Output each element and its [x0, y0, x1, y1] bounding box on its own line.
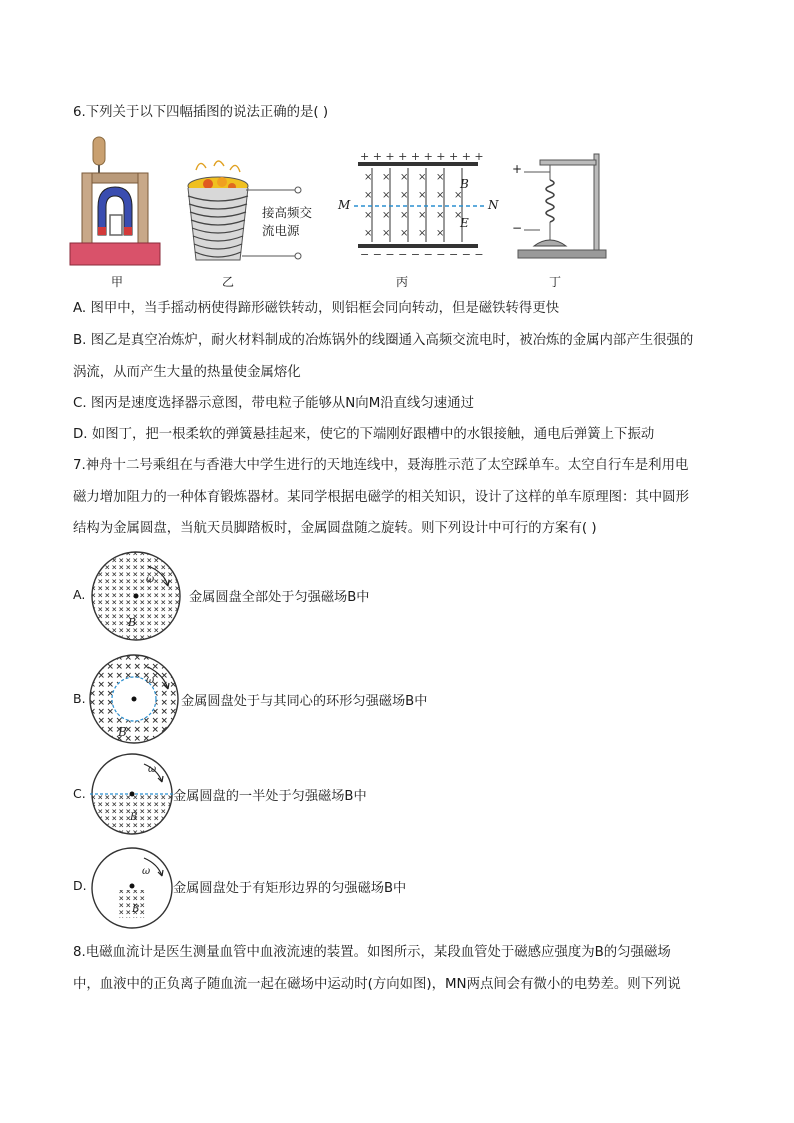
svg-text:×: ×: [382, 210, 391, 221]
q7-option-c-label: C.: [73, 786, 86, 801]
svg-text:− − − − − − − − − −: − − − − − − − − − −: [360, 248, 484, 260]
caption-ding: 丁: [549, 275, 562, 289]
b-d: B: [132, 904, 140, 915]
q7-disk-b: [88, 653, 180, 745]
svg-text:×: ×: [418, 210, 427, 221]
q7-disk-a: [90, 550, 182, 642]
q8-line-1: 8.电磁血流计是医生测量血管中血液流速的装置。如图所示，某段血管处于磁感应强度为B的匀强磁场: [73, 945, 671, 960]
svg-text:×: ×: [418, 228, 427, 239]
b-c: B: [130, 812, 138, 823]
q6-option-b: B. 图乙是真空冶炼炉，耐火材料制成的冶炼锅外的线圈通入高频交流电时，被冶炼的金属内部产生很强的: [73, 333, 694, 348]
svg-text:×: ×: [364, 210, 373, 221]
b-a: B: [128, 616, 137, 629]
svg-text:×: ×: [418, 190, 427, 201]
yi-label-1: 接高频交: [262, 205, 313, 220]
q6-stem: 6.下列关于以下四幅插图的说法正确的是( ): [73, 105, 329, 120]
ding-plus: +: [512, 162, 523, 176]
ding-minus: −: [512, 221, 523, 235]
svg-text:×: ×: [436, 172, 445, 183]
q8-line-2: 中，血液中的正负离子随血流一起在磁场中运动时(方向如图)，MN两点间会有微小的电势差。则下列说: [73, 977, 681, 992]
svg-text:×: ×: [436, 190, 445, 201]
q7-option-a-text: 金属圆盘全部处于匀强磁场B中: [189, 590, 370, 605]
svg-text:×: ×: [436, 228, 445, 239]
omega-d: ω: [142, 866, 151, 877]
svg-text:×: ×: [364, 190, 373, 201]
q6-option-d: D. 如图丁，把一根柔软的弹簧悬挂起来，使它的下端刚好跟槽中的水银接触，通电后弹簧上下振动: [73, 427, 655, 442]
q7-line-1: 7.神舟十二号乘组在与香港大中学生进行的天地连线中，聂海胜示范了太空踩单车。太空自行车是利用电: [73, 458, 689, 473]
svg-text:×: ×: [436, 210, 445, 221]
figure-ding: [510, 150, 610, 262]
bing-label-m: M: [338, 198, 351, 212]
svg-text:×: ×: [364, 228, 373, 239]
svg-text:×: ×: [418, 172, 427, 183]
omega-b: ω: [146, 675, 155, 686]
svg-text:×: ×: [382, 190, 391, 201]
q7-disk-c: [90, 752, 174, 836]
q7-option-b-label: B.: [73, 691, 86, 706]
svg-text:×: ×: [400, 172, 409, 183]
caption-bing: 丙: [396, 275, 409, 289]
omega-c: ω: [148, 764, 157, 775]
q7-option-a-label: A.: [73, 587, 86, 602]
svg-text:×: ×: [382, 172, 391, 183]
svg-text:×: ×: [400, 210, 409, 221]
figure-bing: [336, 150, 496, 260]
q6-option-c: C. 图丙是速度选择器示意图，带电粒子能够从N向M沿直线匀速通过: [73, 396, 474, 411]
bing-label-n: N: [488, 198, 499, 212]
svg-text:×: ×: [364, 172, 373, 183]
svg-text:×: ×: [454, 210, 463, 221]
yi-label-2: 流电源: [262, 223, 300, 238]
bing-label-e: E: [460, 216, 469, 230]
figure-jia: [68, 135, 164, 270]
svg-text:×: ×: [400, 190, 409, 201]
bing-label-b: B: [460, 177, 469, 191]
omega-a: ω: [146, 574, 155, 585]
q7-option-c-text: 金属圆盘的一半处于匀强磁场B中: [173, 789, 367, 804]
q7-option-d-label: D.: [73, 878, 87, 893]
svg-text:×: ×: [400, 228, 409, 239]
caption-yi: 乙: [222, 275, 235, 289]
q7-line-3: 结构为金属圆盘，当航天员脚踏板时，金属圆盘随之旋转。则下列设计中可行的方案有( ): [73, 521, 597, 536]
q7-line-2: 磁力增加阻力的一种体育锻炼器材。某同学根据电磁学的相关知识，设计了这样的单车原理图：其中圆形: [73, 490, 689, 505]
q7-disk-d: [90, 846, 174, 930]
b-b: B: [118, 725, 127, 739]
q7-option-b-text: 金属圆盘处于与其同心的环形匀强磁场B中: [181, 694, 428, 709]
caption-jia: 甲: [111, 275, 124, 289]
q6-option-b-cont: 涡流，从而产生大量的热量使金属熔化: [73, 365, 301, 380]
q6-option-a: A. 图甲中，当手摇动柄使得蹄形磁铁转动，则铝框会同向转动，但是磁铁转得更快: [73, 301, 560, 316]
svg-text:×: ×: [454, 190, 463, 201]
svg-text:×: ×: [382, 228, 391, 239]
svg-text:+ + + + + + + + + +: + + + + + + + + + +: [360, 150, 484, 163]
q7-option-d-text: 金属圆盘处于有矩形边界的匀强磁场B中: [173, 881, 407, 896]
